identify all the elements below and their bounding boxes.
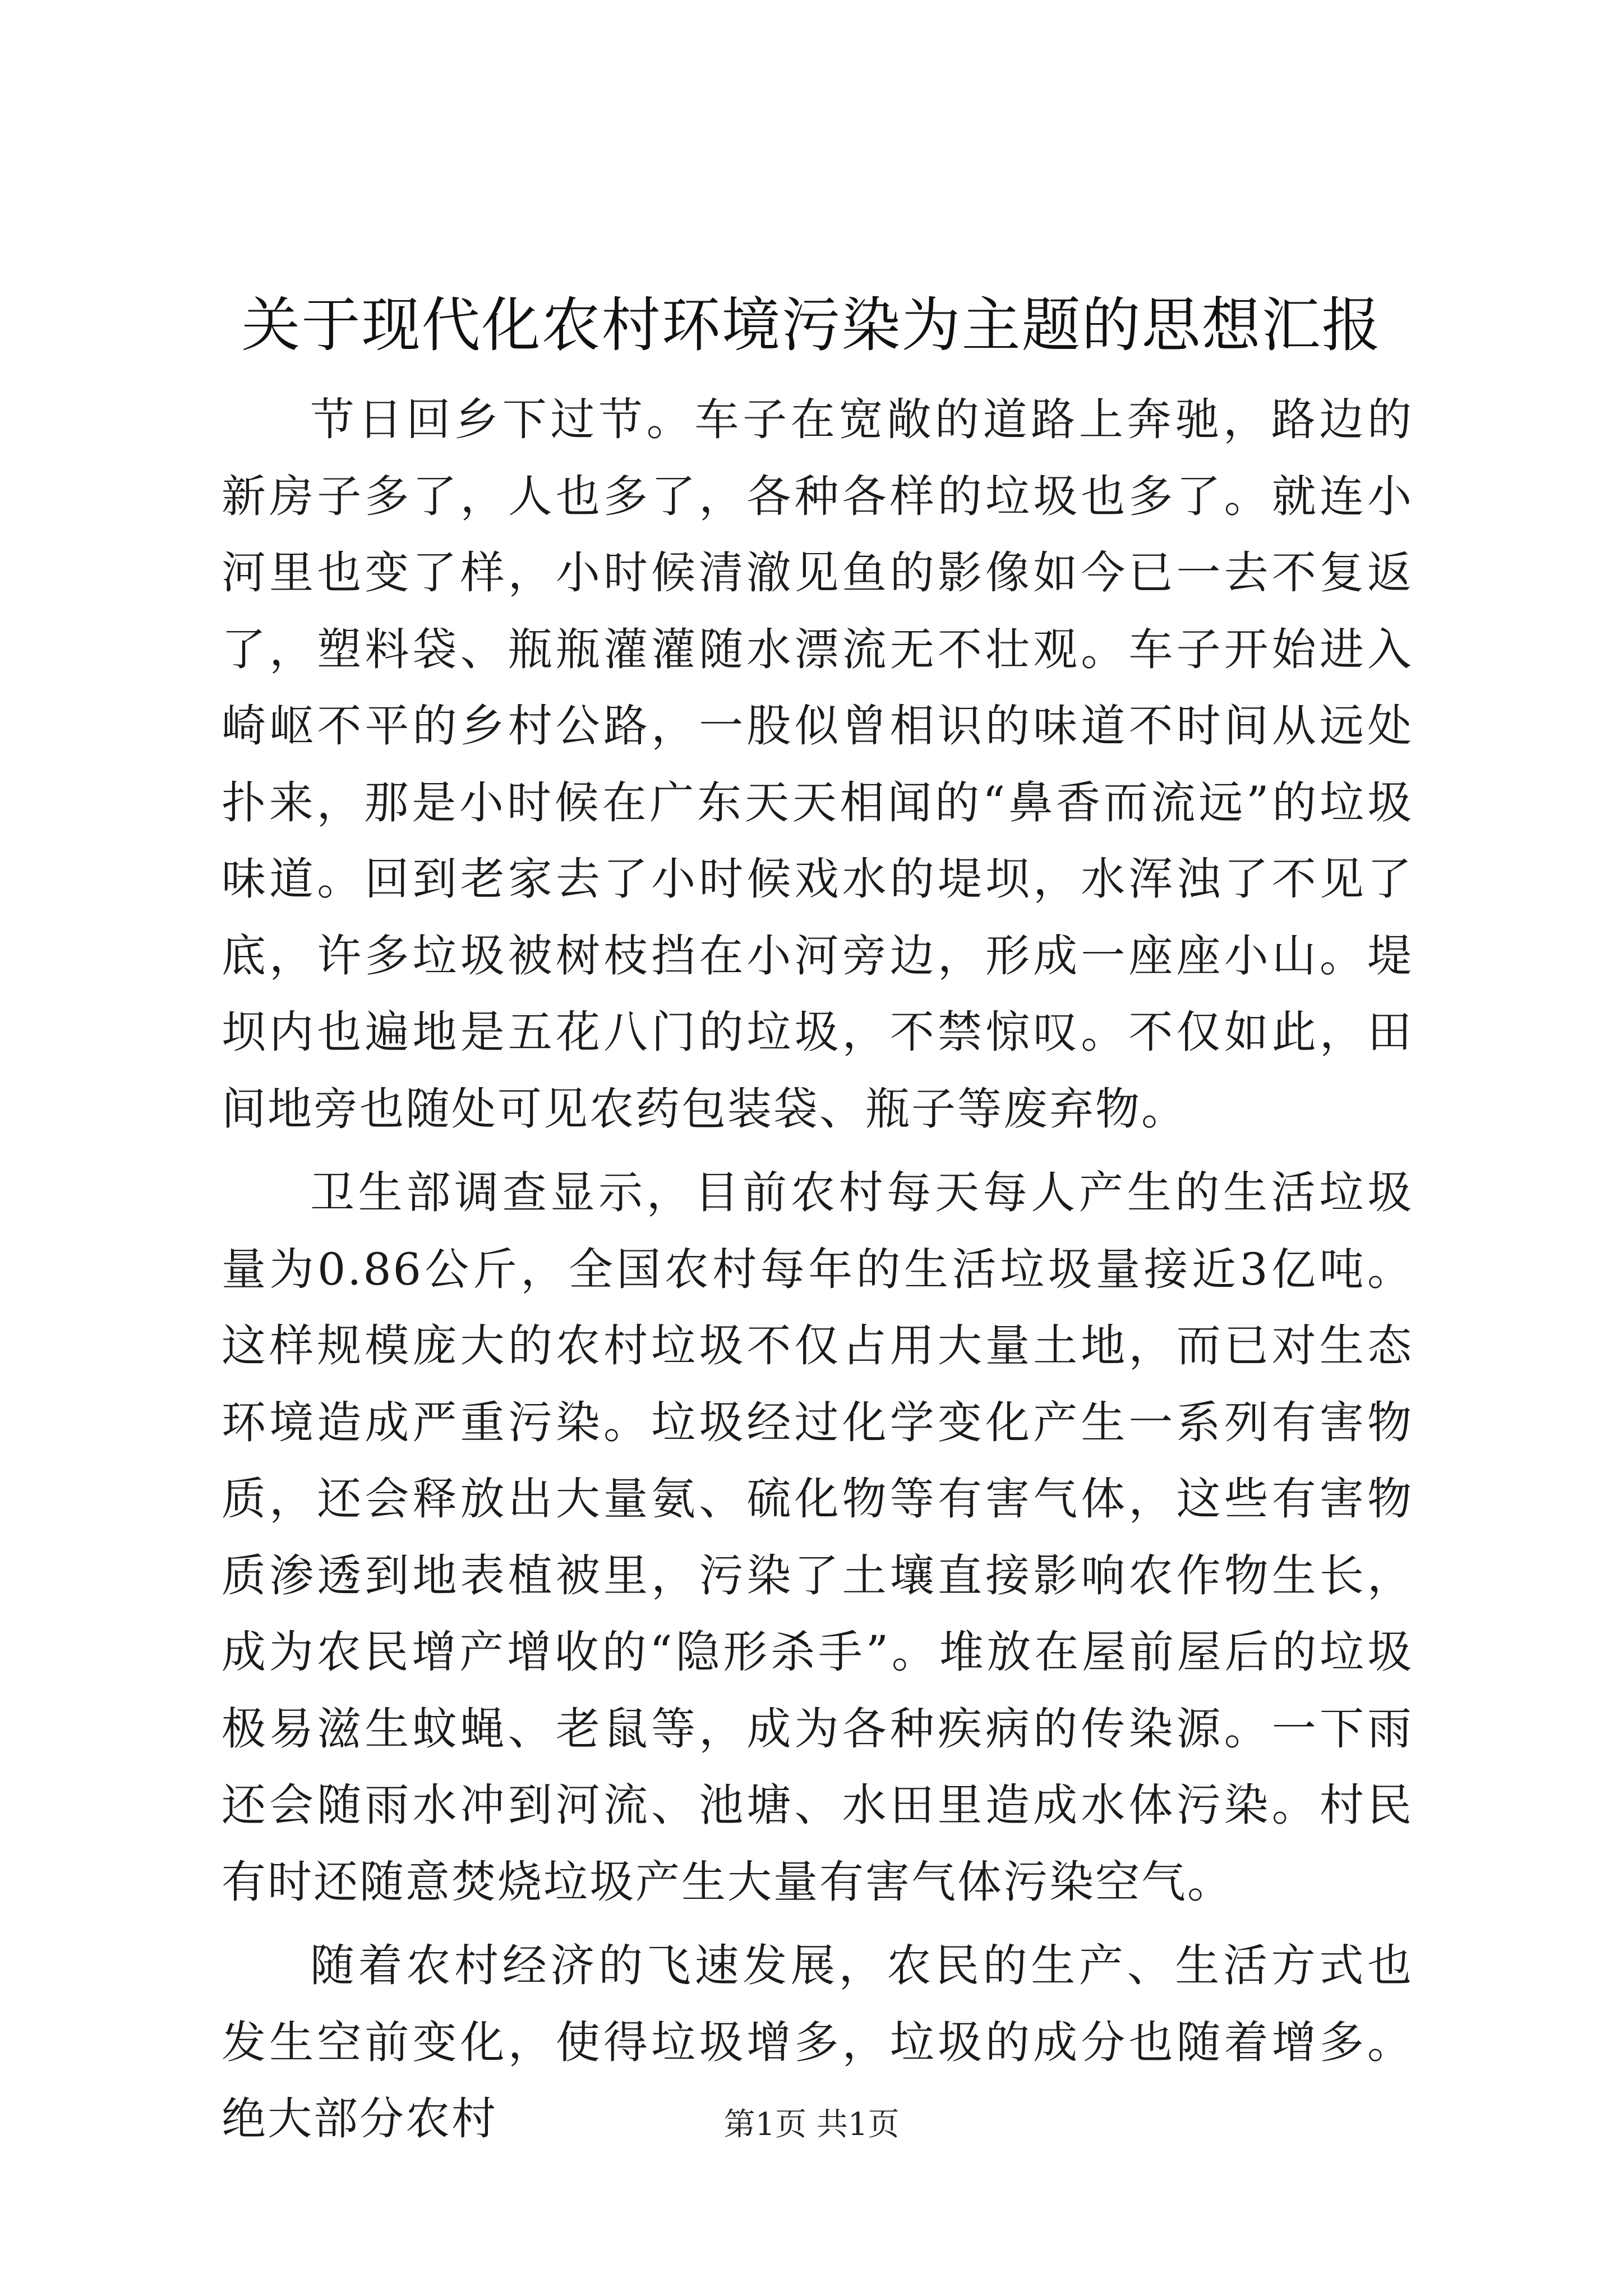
paragraph-2: 卫生部调查显示，目前农村每天每人产生的生活垃圾量为0.86公斤，全国农村每年的生活垃圾量接近3亿吨。这样规模庞大的农村垃圾不仅占用大量土地，而已对生态环境造成严重污染。垃圾经过化学变化产生一系列有害物质，还会释放出大量氨、硫化物等有害气体，这些有害物质渗透到地表植被里，污染了土壤直接影响农作物生长，成为农民增产增收的“隐形杀手”。堆放在屋前屋后的垃圾极易滋生蚊蝇、老鼠等，成为各种疾病的传染源。一下雨还会随雨水冲到河流、池塘、水田里造成水体污染。村民有时还随意焚烧垃圾产生大量有害气体污染空气。 (222, 1167, 1413, 1908)
document-title: 关于现代化农村环境污染为主题的思想汇报 (241, 291, 1382, 360)
paragraph-1: 节日回乡下过节。车子在宽敞的道路上奔驰，路边的新房子多了，人也多了，各种各样的垃圾也多了。就连小河里也变了样，小时候清澈见鱼的影像如今已一去不复返了，塑料袋、瓶瓶灌灌随水漂流无不壮观。车子开始进入崎岖不平的乡村公路，一股似曾相识的味道不时间从远处扑来，那是小时候在广东天天相闻的“鼻香而流远”的垃圾味道。回到老家去了小时候戏水的堤坝，水浑浊了不见了底，许多垃圾被树枝挡在小河旁边，形成一座座小山。堤坝内也遍地是五花八门的垃圾，不禁惊叹。不仅如此，田间地旁也随处可见农药包装袋、瓶子等废弃物。 (222, 394, 1413, 1135)
page-footer: 第1页 共1页 (723, 2106, 900, 2143)
document-body (222, 381, 1413, 2157)
paragraph-3: 随着农村经济的飞速发展，农民的生产、生活方式也发生空前变化，使得垃圾增多，垃圾的成分也随着增多。绝大部分农村 (222, 1940, 1413, 2145)
